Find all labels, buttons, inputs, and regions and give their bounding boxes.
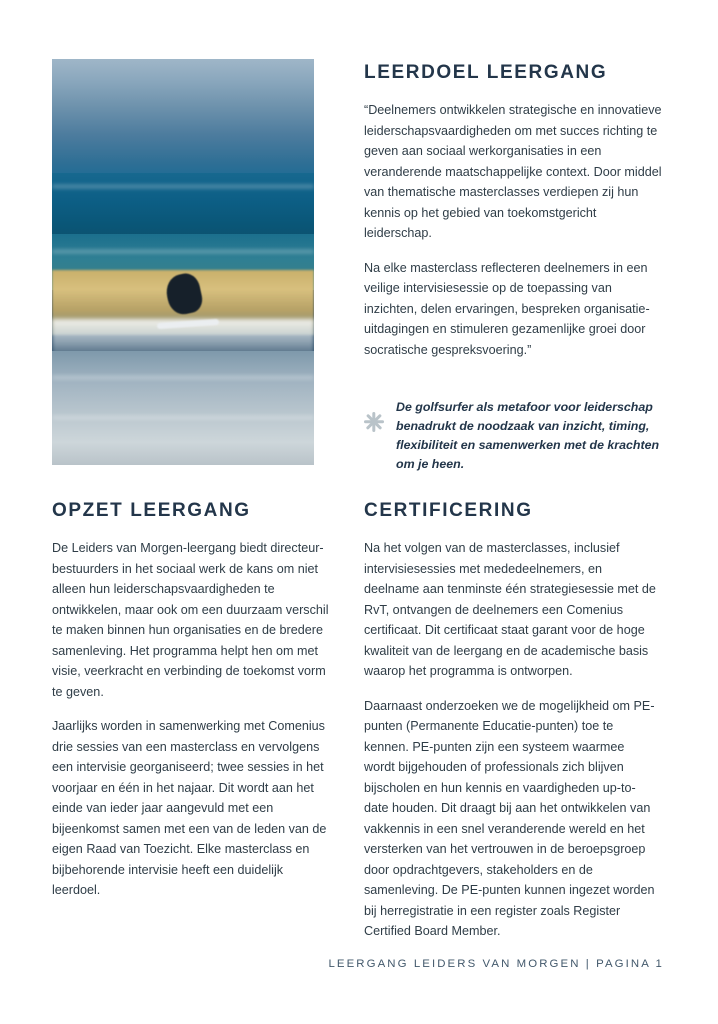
photo-sea-band (52, 173, 314, 238)
leerdoel-paragraph-2: Na elke masterclass reflecteren deelnemers in een veilige intervisiesessie op de toepassing van inzichten, delen ervaringen, bespreken organisatie-uitdagingen en stimuleren gezamenlijke groei door socratische gespreksvoering.” (364, 260, 650, 357)
certificering-paragraph-2: Daarnaast onderzoeken we de mogelijkheid om PE-punten (Permanente Educatie-punten) toe te kennen. PE-punten zijn een systeem waarmee wordt bijgehouden of professionals zich blijven bijscholen en hun kennis en vaardigheden up-to-date houden. Dit draagt bij aan het ontwikkelen van vakkennis in een snel veranderende wereld en het versterken van het vertrouwen in de beroepsgroep door opdrachtgevers, stakeholders en de samenleving. De PE-punten kunnen ingezet worden bij herregistratie in een register zoals Register Certified Board Member. (364, 698, 655, 938)
pullquote-text: De golfsurfer als metafoor voor leiderschap benadrukt de noodzaak van inzicht, timing, flexibiliteit en samenwerken met de krachten om je heen. (396, 400, 660, 471)
photo-streak (52, 250, 314, 253)
page-footer: LEERGANG LEIDERS VAN MORGEN | PAGINA 1 (328, 958, 664, 970)
section-certificering (364, 500, 656, 942)
opzet-title: OPZET LEERGANG (52, 500, 251, 521)
certificering-paragraph-1: Na het volgen van de masterclasses, inclusief intervisiesessies met mededeelnemers, en deelname aan tenminste één strategiesessie met de RvT, ontvangen de deelnemers een Comenius certificaat. Dit certificaat staat garant voor de hoge kwaliteit van de leergang en de academische basis waarop het programma is ontworpen. (364, 541, 656, 678)
opzet-paragraph-1: De Leiders van Morgen-leergang biedt directeur-bestuurders in het sociaal werk de kans om niet alleen hun leiderschapsvaardigheden te ontwikkelen, maar ook om een duurzaam verschil te maken binnen hun organisaties en de bredere samenleving. Het programma helpt hen om met visie, veerkracht en verbinding de toekomst vorm te geven. (52, 541, 329, 699)
photo-streak (52, 376, 314, 379)
photo-sky-band (52, 59, 314, 181)
opzet-paragraph-2: Jaarlijks worden in samenwerking met Comenius drie sessies van een masterclass en vervolgens een intervisie georganiseerd; twee sessies in het voorjaar en één in het najaar. Dit wordt aan het einde van ieder jaar aangevuld met een bijeenkomst samen met een van de leden van de eigen Raad van Toezicht. Elke masterclass en bijbehorende intervisie heeft een duidelijk leerdoel. (52, 719, 327, 897)
surfer-photo (52, 59, 314, 465)
leerdoel-paragraph-1: “Deelnemers ontwikkelen strategische en innovatieve leiderschapsvaardigheden om met succes richting te geven aan sociaal werkorganisaties in een veranderende maatschappelijke context. Door middel van thematische masterclasses verdiepen zij hun kennis op het gebied van toekomstgericht leiderschap. (364, 103, 662, 240)
section-opzet (52, 500, 332, 901)
asterisk-icon (364, 412, 384, 432)
certificering-title: CERTIFICERING (364, 500, 533, 521)
photo-streak (52, 416, 314, 419)
photo-lowwater-band (52, 351, 314, 465)
leerdoel-title: LEERDOEL LEERGANG (364, 62, 608, 83)
pullquote (364, 398, 664, 474)
section-leerdoel (364, 62, 664, 360)
photo-streak (52, 185, 314, 188)
